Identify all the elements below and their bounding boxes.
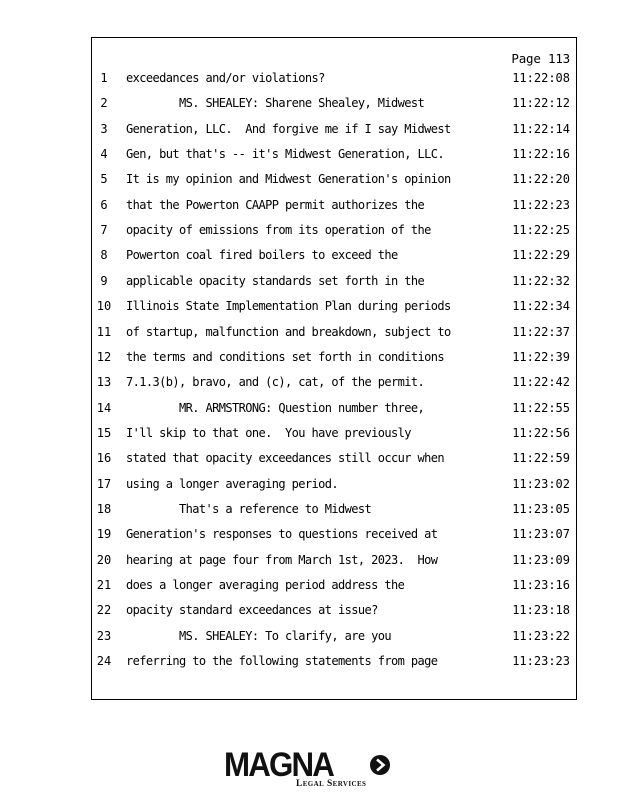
- line-number: 1: [100, 71, 108, 85]
- line-text: that the Powerton CAAPP permit authorizes the: [126, 197, 425, 212]
- line-timestamp: 11:22:37: [512, 324, 570, 339]
- transcript-line: [92, 349, 576, 365]
- line-number: 12: [96, 349, 112, 364]
- line-number: 6: [100, 197, 108, 212]
- logo-wordmark: MAGNA: [224, 746, 333, 784]
- transcript-line: [92, 298, 576, 314]
- line-text: applicable opacity standards set forth in the: [126, 273, 425, 288]
- transcript-line: [92, 501, 576, 517]
- line-timestamp: 11:22:08: [512, 71, 570, 85]
- chevron-right-circle-icon: [369, 754, 391, 776]
- line-timestamp: 11:23:09: [512, 552, 570, 567]
- transcript-line: [92, 197, 576, 213]
- transcript-line: [92, 273, 576, 289]
- transcript-line: [92, 628, 576, 644]
- line-text: does a longer averaging period address the: [126, 578, 405, 592]
- transcript-line: [92, 476, 576, 492]
- line-timestamp: 11:22:14: [512, 121, 570, 136]
- line-timestamp: 11:22:55: [512, 400, 570, 415]
- line-timestamp: 11:22:23: [512, 197, 570, 212]
- line-text: Illinois State Implementation Plan during periods: [126, 299, 451, 314]
- line-number: 20: [96, 552, 112, 567]
- line-timestamp: 11:22:16: [512, 147, 570, 162]
- transcript-line: [92, 577, 576, 593]
- line-timestamp: 11:23:05: [512, 501, 570, 516]
- line-number: 5: [100, 172, 108, 187]
- line-timestamp: 11:22:25: [512, 223, 570, 238]
- line-number: 23: [96, 628, 112, 643]
- transcript-line: [92, 602, 576, 618]
- line-text: using a longer averaging period.: [126, 476, 338, 491]
- line-timestamp: 11:22:32: [512, 273, 570, 288]
- transcript-line: [92, 425, 576, 441]
- magna-logo: [224, 747, 394, 792]
- transcript-line: [92, 95, 576, 111]
- logo-subtitle: Legal Services: [296, 779, 367, 789]
- line-text: of startup, malfunction and breakdown, subject to: [126, 324, 451, 339]
- line-text: MS. SHEALEY: To clarify, are you: [126, 628, 391, 643]
- transcript-line: [92, 121, 576, 137]
- line-text: the terms and conditions set forth in conditions: [126, 349, 444, 364]
- line-text: Generation, LLC. And forgive me if I say Midwest: [126, 121, 451, 136]
- line-timestamp: 11:22:59: [512, 451, 570, 466]
- line-timestamp: 11:22:20: [512, 172, 570, 187]
- line-text: MS. SHEALEY: Sharene Shealey, Midwest: [126, 96, 425, 111]
- transcript-line: [92, 526, 576, 542]
- line-text: opacity standard exceedances at issue?: [126, 603, 378, 618]
- line-number: 13: [96, 375, 112, 390]
- line-number: 2: [100, 96, 108, 111]
- transcript-line: [92, 552, 576, 568]
- transcript-line: [92, 171, 576, 187]
- line-number: 14: [96, 400, 112, 415]
- line-number: 4: [100, 147, 108, 162]
- line-number: 3: [100, 121, 108, 136]
- line-number: 24: [96, 654, 112, 669]
- line-timestamp: 11:22:34: [512, 299, 570, 314]
- line-timestamp: 11:22:42: [512, 375, 570, 390]
- line-number: 22: [96, 603, 112, 618]
- line-text: Generation's responses to questions received at: [126, 527, 438, 542]
- transcript-line: [92, 374, 576, 390]
- line-timestamp: 11:23:07: [512, 527, 570, 542]
- line-text: exceedances and/or violations?: [126, 71, 325, 85]
- line-number: 11: [96, 324, 112, 339]
- line-timestamp: 11:23:23: [512, 654, 570, 669]
- line-text: That's a reference to Midwest: [126, 501, 372, 516]
- line-number: 19: [96, 527, 112, 542]
- transcript-line: [92, 70, 576, 86]
- line-timestamp: 11:23:22: [512, 628, 570, 643]
- line-timestamp: 11:22:12: [512, 96, 570, 111]
- line-number: 8: [100, 248, 108, 263]
- line-timestamp: 11:22:29: [512, 248, 570, 263]
- line-number: 18: [96, 501, 112, 516]
- line-timestamp: 11:23:18: [512, 603, 570, 618]
- transcript-line: [92, 324, 576, 340]
- transcript-line: [92, 653, 576, 669]
- line-text: I'll skip to that one. You have previously: [126, 425, 411, 440]
- line-text: Gen, but that's -- it's Midwest Generation, LLC.: [126, 147, 444, 162]
- page-number: Page 113: [511, 51, 570, 66]
- line-text: 7.1.3(b), bravo, and (c), cat, of the permit.: [126, 375, 425, 390]
- transcript-line: [92, 146, 576, 162]
- transcript-line: [92, 247, 576, 263]
- line-text: stated that opacity exceedances still occur when: [126, 451, 444, 466]
- line-timestamp: 11:23:02: [512, 476, 570, 491]
- line-number: 17: [96, 476, 112, 491]
- transcript-line: [92, 450, 576, 466]
- line-timestamp: 11:22:39: [512, 349, 570, 364]
- line-timestamp: 11:22:56: [512, 425, 570, 440]
- line-text: Powerton coal fired boilers to exceed the: [126, 248, 398, 263]
- line-text: referring to the following statements from page: [126, 654, 438, 669]
- line-text: It is my opinion and Midwest Generation's opinion: [126, 172, 451, 187]
- line-timestamp: 11:23:16: [512, 578, 570, 592]
- line-text: opacity of emissions from its operation of the: [126, 223, 431, 238]
- transcript-line: [92, 222, 576, 238]
- line-number: 21: [96, 578, 112, 592]
- line-text: hearing at page four from March 1st, 2023. How: [126, 552, 438, 567]
- line-number: 9: [100, 273, 108, 288]
- transcript-line: [92, 400, 576, 416]
- line-text: MR. ARMSTRONG: Question number three,: [126, 400, 425, 415]
- line-number: 15: [96, 425, 112, 440]
- line-number: 7: [100, 223, 108, 238]
- transcript-page: [91, 37, 577, 700]
- line-number: 16: [96, 451, 112, 466]
- line-number: 10: [96, 299, 112, 314]
